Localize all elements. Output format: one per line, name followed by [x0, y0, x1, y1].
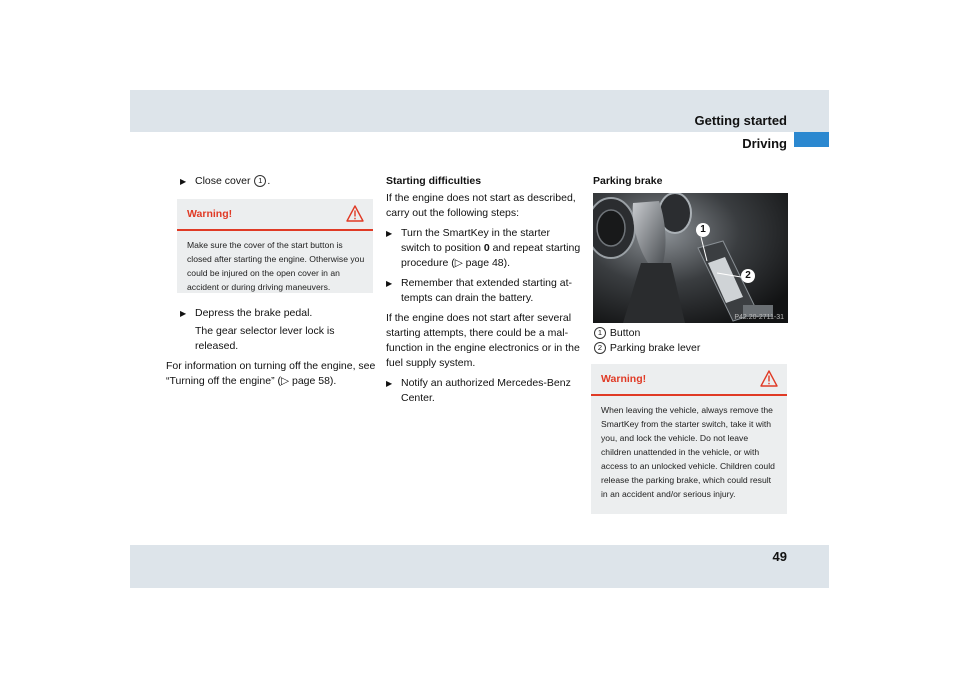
subsection-title: Driving	[742, 136, 787, 151]
arrow-right-icon: ▶	[180, 177, 187, 186]
column-3-heading	[593, 174, 788, 189]
warning-triangle-icon	[760, 370, 778, 387]
warning-title: Warning!	[187, 208, 233, 220]
callout-number: 2	[594, 342, 606, 354]
column-1-lower	[166, 306, 380, 389]
page-ref-icon: ▷	[280, 375, 290, 387]
heading-starting-difficulties: Starting difficulties	[386, 175, 482, 187]
intro-text: If the engine does not start as described, carry out the following steps:	[386, 192, 576, 219]
callout-number: 1	[594, 327, 606, 339]
page-number: 49	[772, 549, 787, 564]
warning-title: Warning!	[601, 373, 647, 385]
warning-box-cover	[177, 199, 373, 293]
column-1	[180, 174, 375, 189]
step-battery: ▶ Remember that extended starting at-tempts can drain the battery.	[386, 277, 573, 304]
warning-triangle-icon	[346, 205, 364, 222]
photo-callout-2: 2	[741, 269, 755, 283]
step-close-cover: ▶ Close cover 1 .	[180, 175, 271, 187]
photo-callout-1: 1	[696, 223, 710, 237]
photo-legend	[593, 326, 788, 356]
arrow-right-icon: ▶	[386, 279, 393, 288]
heading-parking-brake: Parking brake	[593, 175, 663, 187]
section-tab-marker	[794, 132, 829, 147]
step-notify-center: ▶ Notify an authorized Mercedes-Benz Center.	[386, 377, 571, 404]
step-depress-brake: ▶ Depress the brake pedal.	[180, 307, 313, 319]
step-turn-smartkey: ▶ Turn the SmartKey in the starter switch to position 0 and repeat starting procedure (▷ page 48).	[386, 227, 581, 269]
step-note: The gear selector lever lock is released.	[195, 325, 335, 352]
legend-item-lever: 2 Parking brake lever	[593, 341, 788, 356]
legend-item-button: 1 Button	[593, 326, 788, 341]
callout-number: 1	[254, 175, 266, 187]
arrow-right-icon: ▶	[180, 309, 187, 318]
arrow-right-icon: ▶	[386, 379, 393, 388]
paragraph-turning-off: For information on turning off the engine, see “Turning off the engine” (▷ page 58).	[166, 360, 376, 387]
warning-text: Make sure the cover of the start button is closed after starting the engine. Otherwise you could be injured on the open cover in an accident or during driving maneuvers.	[187, 240, 365, 292]
arrow-right-icon: ▶	[386, 229, 393, 238]
footer-band	[130, 545, 829, 588]
parking-brake-illustration	[593, 193, 788, 323]
paragraph-malfunction: If the engine does not start after several starting attempts, there could be a mal-function in the engine electronics or in the fuel supply system.	[386, 312, 580, 369]
warning-box-parking	[591, 364, 787, 514]
column-2	[386, 174, 581, 406]
warning-text: When leaving the vehicle, always remove the SmartKey from the starter switch, take it with you, and lock the vehicle. Do not leave children unattended in the vehicle, or with access to an unlocked vehicle. Children could release the parking brake, which could result in an accident and/or serious injury.	[601, 405, 775, 499]
section-title: Getting started	[694, 113, 787, 128]
parking-brake-photo	[593, 193, 788, 323]
photo-code: P42.20-2711-31	[734, 314, 784, 321]
